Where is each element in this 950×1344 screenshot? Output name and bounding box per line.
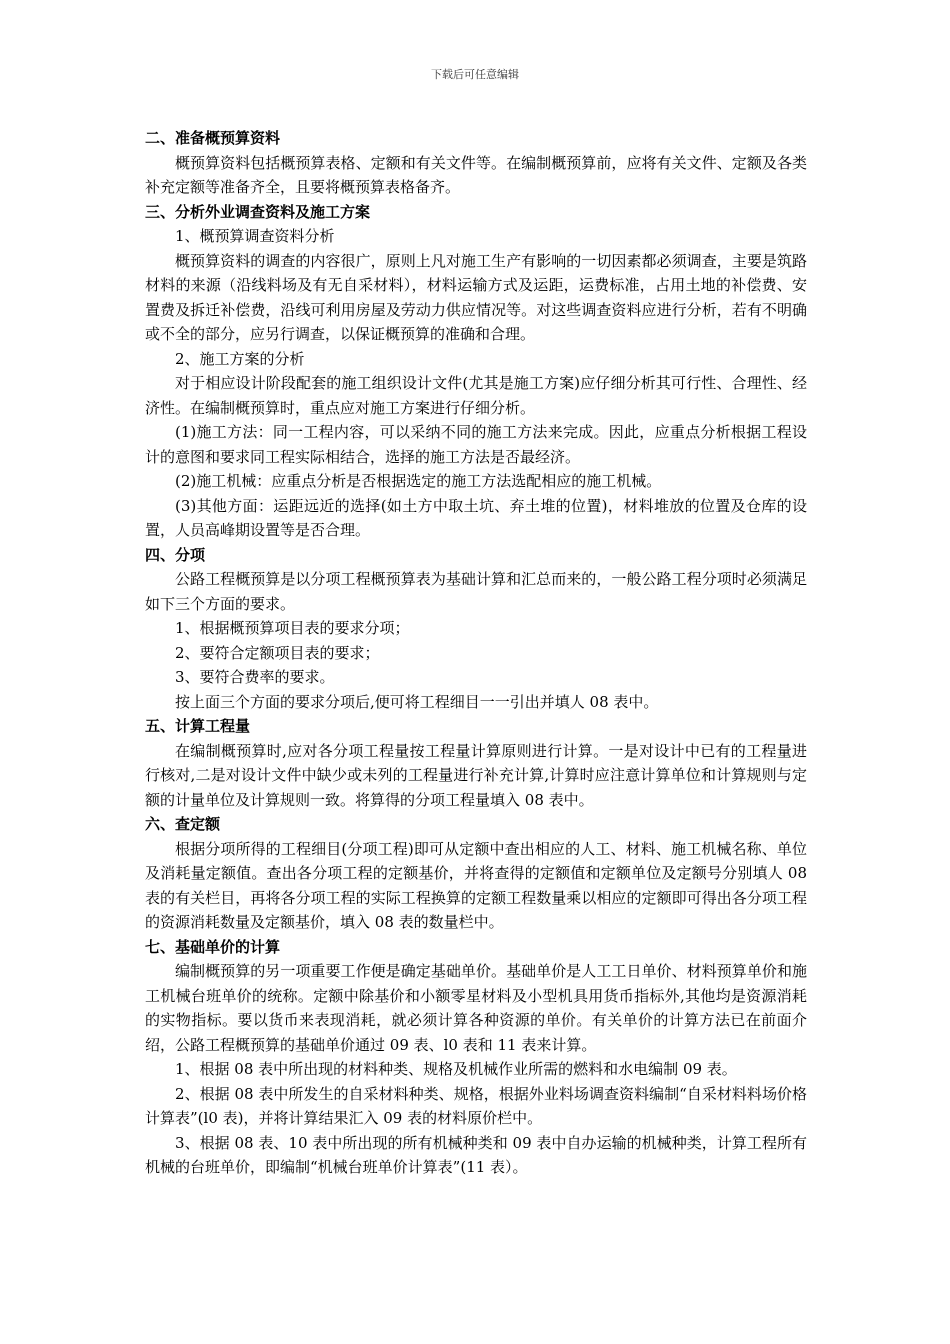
section-heading: 五、计算工程量: [145, 717, 251, 735]
section-heading: 七、基础单价的计算: [145, 937, 281, 956]
paragraph: (3)其他方面：运距远近的选择(如土方中取土坑、弃土堆的位置)，材料堆放的位置及仓库的设置，人员高峰期设置等是否合理。: [145, 496, 807, 539]
paragraph: 2、施工方案的分析: [175, 349, 305, 368]
paragraph: 根据分项所得的工程细目(分项工程)即可从定额中查出相应的人工、材料、施工机械名称、单位及消耗量定额值。查出各分项工程的定额基价，并将查得的定额值和定额单位及定额号分别填人 08 表的有关栏目，再将各分项工程的实际工程换算的定额工程数量乘以相应的定额即可得出各分项工程的资源消耗数量及定额基价，填入 08 表的数量栏中。: [145, 839, 807, 931]
paragraph: 1、概预算调查资料分析: [175, 227, 335, 245]
section-heading: 六、查定额: [145, 815, 221, 833]
document-body: [145, 126, 807, 1180]
section-heading: 三、分析外业调查资料及施工方案: [145, 202, 371, 221]
paragraph: 对于相应设计阶段配套的施工组织设计文件(尤其是施工方案)应仔细分析其可行性、合理性、经济性。在编制概预算时，重点应对施工方案进行仔细分析。: [145, 374, 807, 417]
page-header: 下载后可任意编辑: [431, 68, 519, 81]
list-item: 1、根据概预算项目表的要求分项；: [175, 619, 410, 637]
paragraph: 编制概预算的另一项重要工作便是确定基础单价。基础单价是人工工日单价、材料预算单价和施工机械台班单价的统称。定额中除基价和小额零星材料及小型机具用货币指标外,其他均是资源消耗的实物指标。要以货币来表现消耗，就必须计算各种资源的单价。有关单价的计算方法已在前面介绍，公路工程概预算的基础单价通过 09 表、l0 表和 11 表来计算。: [145, 962, 807, 1054]
paragraph: 概预算资料的调查的内容很广，原则上凡对施工生产有影响的一切因素都必须调查，主要是筑路材料的来源（沿线料场及有无自采材料），材料运输方式及运距，运费标准，占用土地的补偿费、安置费及拆迁补偿费，沿线可利用房屋及劳动力供应情况等。对这些调查资料应进行分析，若有不明确或不全的部分，应另行调查，以保证概预算的准确和合理。: [145, 251, 807, 343]
paragraph: 概预算资料包括概预算表格、定额和有关文件等。在编制概预算前，应将有关文件、定额及各类补充定额等准备齐全，且要将概预算表格备齐。: [145, 153, 807, 196]
list-item: 3、要符合费率的要求。: [175, 668, 335, 686]
list-item: 1、根据 08 表中所出现的材料种类、规格及机械作业所需的燃料和水电编制 09 表。: [175, 1060, 737, 1078]
section-heading: 二、准备概预算资料: [145, 129, 281, 147]
paragraph: 在编制概预算时,应对各分项工程量按工程量计算原则进行计算。一是对设计中已有的工程量进行核对,二是对设计文件中缺少或未列的工程量进行补充计算,计算时应注意计算单位和计算规则与定额的计量单位及计算规则一致。将算得的分项工程量填入 08 表中。: [145, 741, 807, 809]
list-item: 2、根据 08 表中所发生的自采材料种类、规格，根据外业料场调查资料编制“自采材料料场价格计算表”(l0 表)，并将计算结果汇入 09 表的材料原价栏中。: [145, 1084, 807, 1127]
paragraph: (1)施工方法：同一工程内容，可以采纳不同的施工方法来完成。因此，应重点分析根据工程设计的意图和要求同工程实际相结合，选择的施工方法是否最经济。: [145, 423, 807, 466]
section-heading: 四、分项: [145, 545, 206, 564]
paragraph: (2)施工机械：应重点分析是否根据选定的施工方法选配相应的施工机械。: [175, 472, 662, 490]
list-item: 3、根据 08 表、10 表中所出现的所有机械种类和 09 表中自办运输的机械种类，计算工程所有机械的台班单价，即编制“机械台班单价计算表”(11 表）。: [145, 1133, 807, 1176]
paragraph: 公路工程概预算是以分项工程概预算表为基础计算和汇总而来的，一般公路工程分项时必须满足如下三个方面的要求。: [145, 570, 807, 613]
paragraph: 按上面三个方面的要求分项后,便可将工程细目一一引出并填人 08 表中。: [175, 692, 659, 711]
list-item: 2、要符合定额项目表的要求；: [175, 643, 380, 662]
